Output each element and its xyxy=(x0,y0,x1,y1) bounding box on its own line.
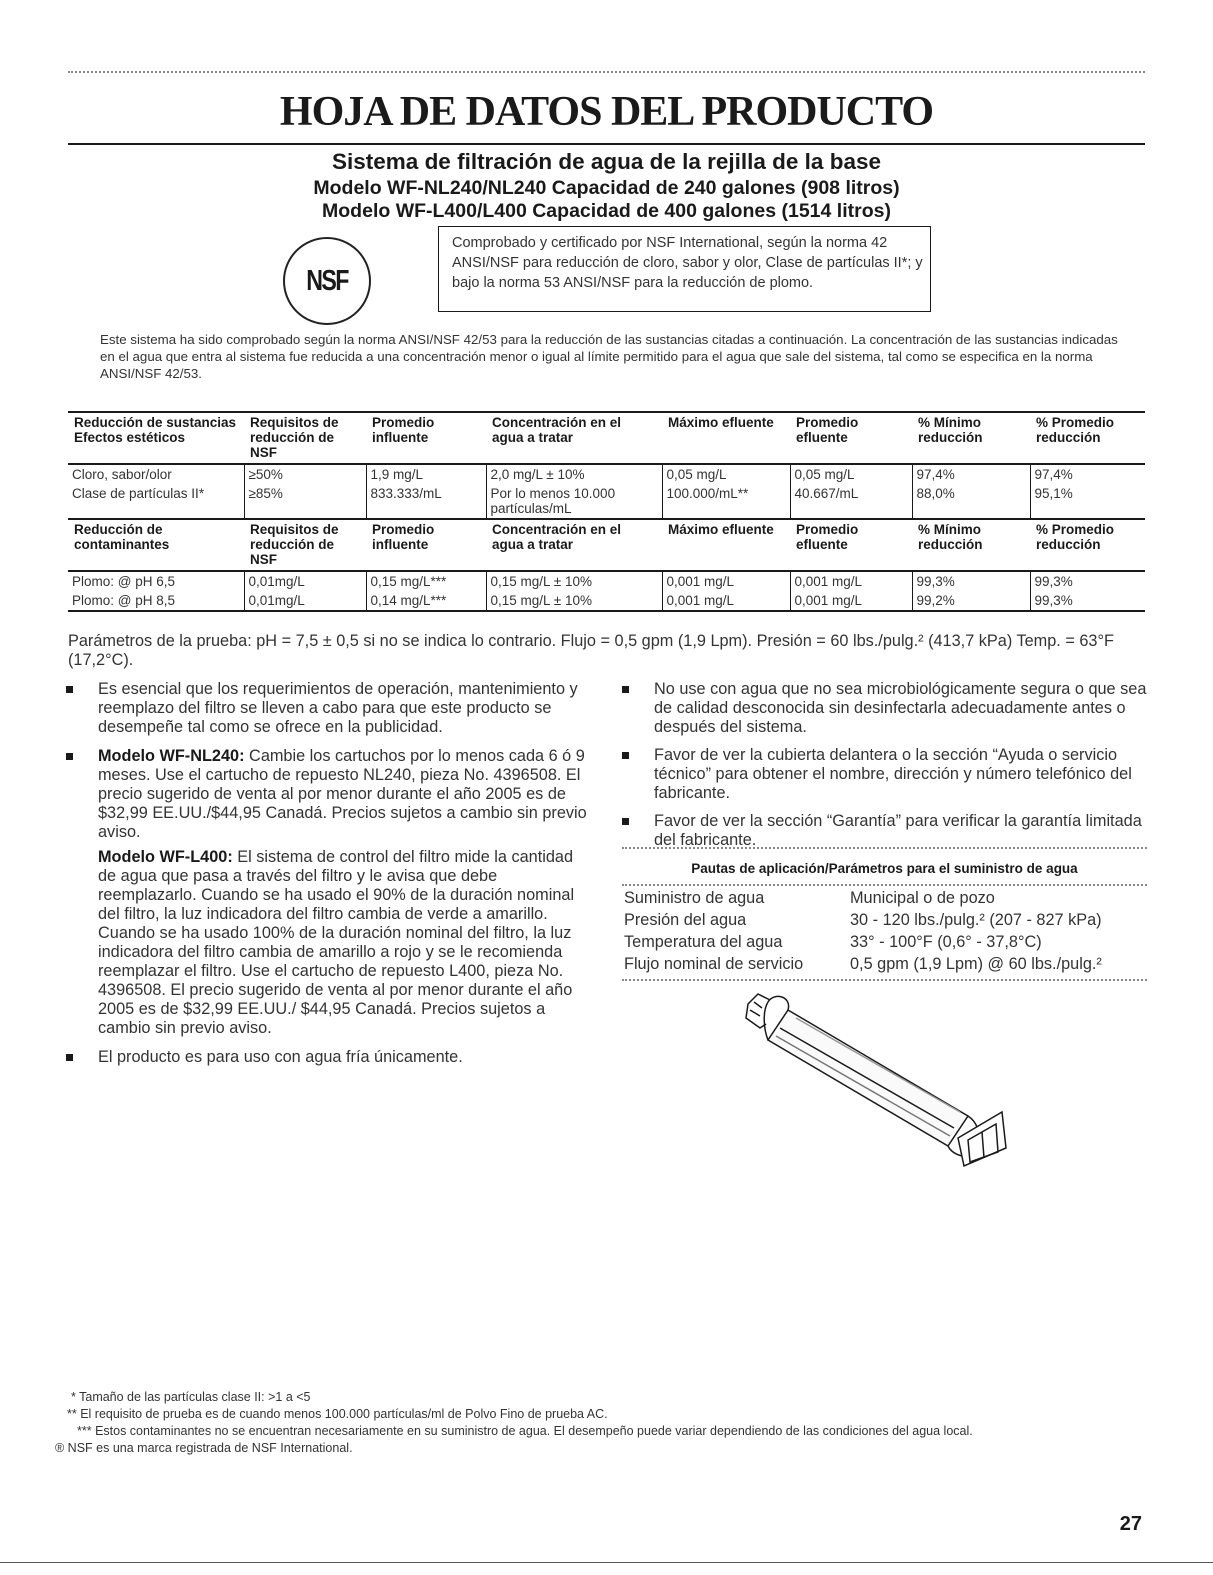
table-header: Promedio influente xyxy=(366,412,486,464)
table-header: % Promedio reducción xyxy=(1030,519,1145,571)
bullet-item: Favor de ver la sección “Garantía” para verificar la garantía limitada del fabricante. xyxy=(620,812,1148,850)
param-label: Flujo nominal de servicio xyxy=(624,955,804,973)
table-cell: Plomo: @ pH 8,5 xyxy=(68,591,244,611)
paragraph xyxy=(64,848,594,1038)
footnotes xyxy=(55,1389,1155,1457)
table-cell: Por lo menos 10.000 partículas/mL xyxy=(486,484,662,519)
reduction-table xyxy=(68,411,1145,612)
table-row xyxy=(624,953,1146,975)
bullet-item xyxy=(64,747,594,842)
param-value: Municipal o de pozo xyxy=(850,889,995,907)
bullet-item: Es esencial que los requerimientos de operación, mantenimiento y reemplazo del filtro se lleven a cabo para que este producto se desempeñe tal como se ofrece en la publicidad. xyxy=(64,680,594,737)
footnote: *** Estos contaminantes no se encuentran necesariamente en su suministro de agua. El desempeño puede variar dependiendo de las condiciones del agua local. xyxy=(77,1424,973,1438)
table-cell: 99,2% xyxy=(912,591,1030,611)
table-header: % Mínimo reducción xyxy=(912,519,1030,571)
params-title-rule xyxy=(622,884,1147,886)
param-label: Temperatura del agua xyxy=(624,933,783,951)
table-row xyxy=(624,887,1146,909)
table-cell: 0,001 mg/L xyxy=(662,591,790,611)
table-row xyxy=(68,464,1145,484)
model-line-2: Modelo WF-L400/L400 Capacidad de 400 galones (1514 litros) xyxy=(322,200,891,222)
bottom-rule xyxy=(0,1562,1213,1563)
title-rule xyxy=(68,143,1145,145)
table-cell: 88,0% xyxy=(912,484,1030,519)
test-parameters: Parámetros de la prueba: pH = 7,5 ± 0,5 si no se indica lo contrario. Flujo = 0,5 gpm (1,9 Lpm). Presión = 60 lbs./pulg.² (413,7 kPa) Temp. = 63°F (17,2°C). xyxy=(68,632,1114,669)
table-header: Promedio efluente xyxy=(790,519,912,571)
table-header: Requisitos de reducción de NSF xyxy=(244,412,366,464)
model-label: Modelo WF-NL240: xyxy=(98,747,245,765)
bullet-item: Favor de ver la cubierta delantera o la sección “Ayuda o servicio técnico” para obtener el nombre, dirección y número telefónico del fabricante. xyxy=(620,746,1148,803)
table-cell: ≥85% xyxy=(244,484,366,519)
table-cell: 0,15 mg/L ± 10% xyxy=(486,571,662,591)
params-bottom-rule xyxy=(622,979,1147,981)
table-cell: 99,3% xyxy=(912,571,1030,591)
footnote: ® NSF es una marca registrada de NSF International. xyxy=(55,1441,353,1455)
table-header: Reducción de contaminantes xyxy=(68,519,244,571)
table-header: Promedio influente xyxy=(366,519,486,571)
table-row xyxy=(68,484,1145,519)
param-label: Presión del agua xyxy=(624,911,747,929)
top-dotted-rule xyxy=(68,71,1145,73)
table-cell: 97,4% xyxy=(912,464,1030,484)
table-cell: 0,001 mg/L xyxy=(790,571,912,591)
table-row xyxy=(624,931,1146,953)
footnote: ** El requisito de prueba es de cuando menos 100.000 partículas/ml de Polvo Fino de prueba AC. xyxy=(67,1407,608,1421)
table-header: Concentración en el agua a tratar xyxy=(486,519,662,571)
table-cell: 2,0 mg/L ± 10% xyxy=(486,464,662,484)
table-cell: 0,001 mg/L xyxy=(662,571,790,591)
table-row xyxy=(624,909,1146,931)
page-title: HOJA DE DATOS DEL PRODUCTO xyxy=(279,89,934,135)
subtitle: Sistema de filtración de agua de la rejilla de la base xyxy=(332,149,881,174)
table2-header-row xyxy=(68,519,1145,571)
table-cell: Cloro, sabor/olor xyxy=(72,467,172,482)
model-line-1: Modelo WF-NL240/NL240 Capacidad de 240 galones (908 litros) xyxy=(313,177,900,199)
nsf-logo-text: NSF xyxy=(306,264,348,297)
table-cell: 99,3% xyxy=(1030,591,1145,611)
bullet-item: No use con agua que no sea microbiológicamente segura o que sea de calidad desconocida sin desinfectarla adecuadamente antes o después del sistema. xyxy=(620,680,1148,737)
table-row xyxy=(68,571,1145,591)
table-cell: 0,15 mg/L ± 10% xyxy=(486,591,662,611)
param-value: 33° - 100°F (0,6° - 37,8°C) xyxy=(850,933,1042,951)
bullet-item: El producto es para uso con agua fría únicamente. xyxy=(64,1048,594,1067)
model-text: Cambie los cartuchos por lo menos cada 6 ó 9 meses. Use el cartucho de repuesto NL240, pieza No. 4396508. El precio sugerido de venta al por menor durante el año 2005 es de $32,99 EE.UU./$44,95 Canadá. Precios sujetos a cambio sin previo aviso. xyxy=(98,747,587,841)
table-cell: 0,15 mg/L*** xyxy=(366,571,486,591)
table-cell: 1,9 mg/L xyxy=(366,464,486,484)
table-cell: 0,05 mg/L xyxy=(790,464,912,484)
nsf-logo xyxy=(283,237,371,325)
param-value: 30 - 120 lbs./pulg.² (207 - 827 kPa) xyxy=(850,911,1102,929)
left-column xyxy=(64,680,594,1077)
table-cell: 95,1% xyxy=(1030,484,1145,519)
certification-box: Comprobado y certificado por NSF International, según la norma 42 ANSI/NSF para reducción de cloro, sabor y olor, Clase de partículas II*; y bajo la norma 53 ANSI/NSF para la reducción de plomo. xyxy=(438,226,931,312)
right-column xyxy=(620,680,1148,850)
filter-cartridge-illustration xyxy=(740,988,1020,1170)
model-text: El sistema de control del filtro mide la cantidad de agua que pasa a través del filtro y le avisa que debe reemplazarlo. Cuando se ha usado el 90% de la duración nominal del filtro, la luz indicadora del filtro cambia de verde a amarillo. Cuando se ha usado 100% de la duración nominal del filtro, la luz indicadora del filtro cambia de amarillo a rojo y se le recomienda reemplazar el filtro. Use el cartucho de repuesto L400, pieza No. 4396508. El precio sugerido de venta al por menor durante el año 2005 es de $32,99 EE.UU./ $44,95 Canadá. Precios sujetos a cambio sin previo aviso. xyxy=(98,848,575,1037)
intro-paragraph: Este sistema ha sido comprobado según la norma ANSI/NSF 42/53 para la reducción de las sustancias citadas a continuación. La concentración de las sustancias indicadas en el agua que entra al sistema fue reducida a una concentración menor o igual al límite permitido para el agua que sale del sistema, tal como se especifica en la norma ANSI/NSF 42/53. xyxy=(100,332,1118,381)
table-cell: ≥50% xyxy=(244,464,366,484)
param-label: Suministro de agua xyxy=(624,889,765,907)
footnote: * Tamaño de las partículas clase II: >1 a <5 xyxy=(71,1390,311,1404)
table-cell: Clase de partículas II* xyxy=(72,486,205,501)
table-header: % Mínimo reducción xyxy=(912,412,1030,464)
table-cell: 0,01mg/L xyxy=(244,591,366,611)
table-header: Reducción de sustancias Efectos estéticos xyxy=(68,412,244,464)
table-header: Concentración en el agua a tratar xyxy=(486,412,662,464)
table-cell: 833.333/mL xyxy=(366,484,486,519)
params-top-rule xyxy=(622,847,1147,849)
table-header: Máximo efluente xyxy=(662,519,790,571)
params-table xyxy=(624,887,1146,975)
table1-header-row xyxy=(68,412,1145,464)
param-value: 0,5 gpm (1,9 Lpm) @ 60 lbs./pulg.² xyxy=(850,955,1102,973)
table-cell: 0,14 mg/L*** xyxy=(366,591,486,611)
table-row xyxy=(68,591,1145,611)
page-number: 27 xyxy=(1119,1513,1142,1535)
table-cell: 40.667/mL xyxy=(790,484,912,519)
table-cell: 0,01mg/L xyxy=(244,571,366,591)
table-cell: 97,4% xyxy=(1030,464,1145,484)
table-cell: 99,3% xyxy=(1030,571,1145,591)
table-header: Promedio efluente xyxy=(790,412,912,464)
table-header: Requisitos de reducción de NSF xyxy=(244,519,366,571)
table-cell: 0,001 mg/L xyxy=(790,591,912,611)
table-cell: 100.000/mL** xyxy=(662,484,790,519)
params-title: Pautas de aplicación/Parámetros para el suministro de agua xyxy=(691,861,1078,876)
table-header: % Promedio reducción xyxy=(1030,412,1145,464)
table-cell: 0,05 mg/L xyxy=(662,464,790,484)
table-cell: Plomo: @ pH 6,5 xyxy=(72,574,175,589)
model-label: Modelo WF-L400: xyxy=(98,848,233,866)
table-header: Máximo efluente xyxy=(662,412,790,464)
